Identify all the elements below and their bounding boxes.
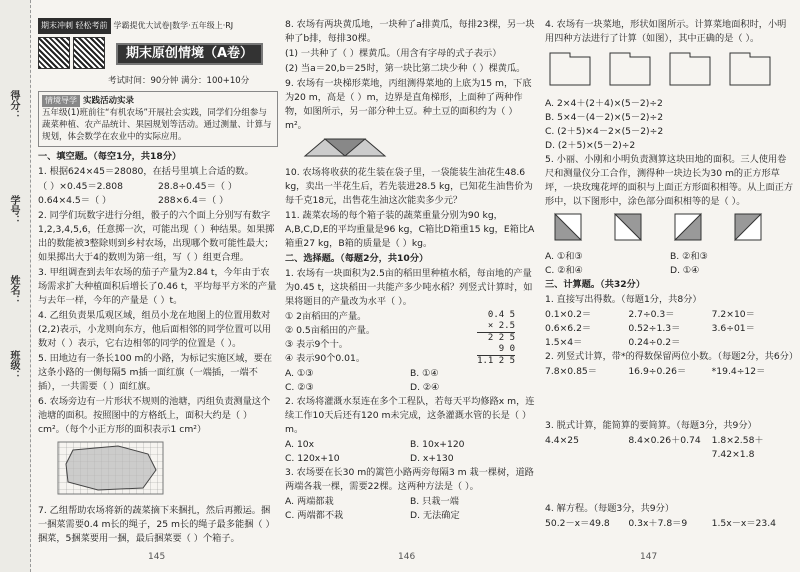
intro-box <box>38 91 278 147</box>
statement-4: ④ 表示90个0.01。 <box>285 353 366 364</box>
trapezoid-svg <box>285 136 405 158</box>
column-2 <box>285 18 535 523</box>
step-calc <box>545 434 795 462</box>
calc-part-1: 1. 直接写出得数。（每题1分，共8分） <box>545 294 702 305</box>
pond-grid-figure <box>38 440 278 501</box>
choice-q1-statements <box>285 310 375 367</box>
field-shapes-svg <box>545 49 785 89</box>
vertical-multiplication <box>477 310 515 367</box>
calc-item: *19.4÷12＝ <box>711 366 766 377</box>
header <box>38 18 278 34</box>
option-a: A. 两端都栽 <box>285 496 334 507</box>
vertical-line-1: 0.4 5 <box>487 310 515 320</box>
choice-q3-options <box>285 495 535 523</box>
question-10: 10. 农场将收获的花生装在袋子里，一袋能装生油花生48.6 kg，卖出一半花生后，若先装进28.5 kg，已知花生油售价为每千克18元，出售花生油这次能卖多少元？ <box>285 167 533 206</box>
pond-grid-svg <box>38 440 178 496</box>
vertical-line-5: 1.1 2 5 <box>477 356 515 366</box>
option-d: D. x+130 <box>410 453 454 464</box>
option-c: C. ②和④ <box>545 265 583 276</box>
calc-item: 3.6÷01＝ <box>711 323 755 334</box>
choice-q5-options <box>545 250 795 278</box>
question-5: 5. 田地边有一条长100 m的小路，为标记实施区域，要在这条小路的一侧每隔5 m插一面红旗（一端插，一端不插），一共需要（ ）面红旗。 <box>38 353 273 392</box>
calc-part-3: 3. 脱式计算，能简算的要简算。（每题3分，共9分） <box>545 420 757 431</box>
question-8: 8. 农场有两块黄瓜地，一块种了a排黄瓜，每排23棵，另一块种了b排，每排30棵。 <box>285 19 535 44</box>
option-a: A. ①和③ <box>545 251 583 262</box>
shaded-squares-svg <box>545 212 785 242</box>
student-no-label: 学号： <box>8 195 19 225</box>
page-title: 期末原创情境（A卷） <box>116 43 263 65</box>
name-label: 姓名： <box>8 275 19 305</box>
question-1: 1. 根据624×45＝28080，在括号里填上合适的数。 <box>38 166 254 177</box>
exam-time: 考试时间：90分钟 <box>108 76 179 86</box>
field-shapes-figure <box>545 49 795 94</box>
option-c: C. (2＋5)×4－2×(5－2)÷2 <box>545 126 664 137</box>
choice-question-2: 2. 农场将灌溉水泵连在多个工程队，若每天平均修路x m，连续工作10天后还有120 m未完成，这条灌溉水管的长是（ ）m。 <box>285 396 535 435</box>
question-6: 6. 农场旁边有一片形状不规则的池塘，丙组负责测量这个池塘的面积。按照图中的方格纸上，面积大约是（ ）cm²。（每个小正方形的面积表示1 cm²） <box>38 396 271 435</box>
vertical-calc <box>545 365 795 379</box>
calc-item: 8.4×0.26＋0.74 <box>628 435 701 446</box>
q1-part-b: 28.8÷0.45＝（ ） <box>158 181 238 192</box>
direct-answers <box>545 308 795 350</box>
option-d: D. 无法确定 <box>410 510 460 521</box>
option-b: B. ②和③ <box>670 251 708 262</box>
q1-part-c: 0.64×4.5＝（ ） <box>38 195 112 206</box>
option-d: D. ②④ <box>410 382 440 393</box>
q1-part-d: 288×6.4＝（ ） <box>158 195 229 206</box>
calc-item: 0.24÷0.2＝ <box>628 337 681 348</box>
intro-heading: 实践活动实录 <box>83 96 135 106</box>
binding-margin <box>0 0 31 572</box>
calc-item: 16.9÷0.26＝ <box>628 366 687 377</box>
page-number: 147 <box>640 552 658 562</box>
calc-item: 7.2×10＝ <box>711 309 755 320</box>
calc-part-4: 4. 解方程。（每题3分，共9分） <box>545 503 675 514</box>
equations <box>545 517 795 531</box>
choice-q1-body <box>285 310 535 367</box>
calc-item: 7.8×0.85＝ <box>545 366 597 377</box>
section-2-heading: 二、选择题。（每题2分，共10分） <box>285 253 429 264</box>
option-c: C. ②③ <box>285 382 314 393</box>
calc-item: 0.52÷1.3＝ <box>628 323 681 334</box>
calc-part-2: 2. 列竖式计算，带*的得数保留两位小数。（每题2分，共6分） <box>545 351 799 362</box>
column-3 <box>545 18 799 531</box>
option-d: D. ①④ <box>670 265 700 276</box>
option-a: A. 10x <box>285 439 315 450</box>
question-11: 11. 蔬菜农场的每个箱子装的蔬菜重量分别为90 kg，A,B,C,D,E的平均重量是96 kg，C箱比D箱重15 kg，E箱比A箱重27 kg，B箱的质量是（ ）kg。 <box>285 210 535 249</box>
statement-3: ③ 表示9个十。 <box>285 339 348 350</box>
intro-tag: 情境导学 <box>42 95 80 107</box>
choice-q4-options <box>545 97 795 153</box>
score-label: 得分： <box>8 90 19 120</box>
section-3-heading: 三、计算题。（共32分） <box>545 279 646 290</box>
option-b: B. 只栽一端 <box>410 496 459 507</box>
class-label: 班级： <box>8 350 19 380</box>
header-row <box>38 37 278 74</box>
page-number: 146 <box>398 552 416 562</box>
choice-question-3: 3. 农场要在长30 m的篱笆小路两旁每隔3 m 栽一棵树，道路两端各栽一棵，需要22棵。这两种方法是（ ）。 <box>285 467 534 492</box>
shaded-squares-figure <box>545 212 795 247</box>
statement-2: ② 0.5亩稻田的产量。 <box>285 325 376 336</box>
choice-q2-options <box>285 438 535 466</box>
header-badge: 期末冲刺 轻松考前 <box>38 18 111 34</box>
choice-question-4: 4. 农场有一块菜地，形状如图所示。计算菜地面积时，小明用四种方法进行了计算（如图），其中正确的是（ ）。 <box>545 19 787 44</box>
calc-item: 1.8×2.58＋7.42×1.8 <box>711 435 764 460</box>
calc-item: 50.2－x＝49.8 <box>545 518 610 529</box>
question-7: 7. 乙组帮助农场将新的蔬菜摘下来捆扎，然后再搬运。捆一捆菜需要0.4 m长的绳子，25 m长的绳子最多能捆（ ）捆菜，5捆菜要用一捆，最后捆菜要（ ）个箱子。 <box>38 505 275 544</box>
choice-question-5: 5. 小丽、小刚和小明负责测算这块田地的面积。三人使用卷尺和测量仪分工合作，测得种一块边长为30 m的正方形草坪，一块玫瑰花坪的面积与上面正方形面积相等。从上面正方形中，以下图形中，涂色部分面积相等的是（ ）。 <box>545 154 794 207</box>
column-1 <box>38 18 278 547</box>
calc-item: 1.5x－x＝23.4 <box>711 518 776 529</box>
trapezoid-figure <box>285 136 535 163</box>
qr-code-icon <box>38 37 70 69</box>
question-8b: (2) 当a＝20,b＝25时，第一块比第二块少种（ ）棵黄瓜。 <box>285 63 526 74</box>
exam-score: 满分：100+10分 <box>181 76 250 86</box>
calc-item: 1.5×4＝ <box>545 337 583 348</box>
calc-item: 0.1×0.2＝ <box>545 309 592 320</box>
vertical-line-3: 2 2 5 <box>487 333 515 343</box>
option-b: B. ①④ <box>410 368 439 379</box>
option-b: B. 10x+120 <box>410 439 465 450</box>
calc-item: 4.4×25 <box>545 435 580 446</box>
option-a: A. ①③ <box>285 368 314 379</box>
section-1-heading: 一、填空题。（每空1分，共18分） <box>38 151 182 162</box>
option-c: C. 两端都不栽 <box>285 510 344 521</box>
choice-question-1: 1. 农场有一块面积为2.5亩的稻田里种植水稻，每亩地的产量为0.45 t，这块稻田一共能产多少吨水稻？列竖式计算时，如果将题目的产量改为水平（ ）。 <box>285 268 533 307</box>
option-b: B. 5×4－(4－2)×(5－2)÷2 <box>545 112 664 123</box>
calc-item: 0.6×6.2＝ <box>545 323 592 334</box>
question-2: 2. 同学们玩数字进行分组，骰子的六个面上分别写有数字1,2,3,4,5,6，任意掷一次，可能出现（ ）种结果。如果掷出的数能被3整除则到乡村农场，出现哪个数可能性最大；如果掷出大于4的数则为第一组，写（ ）组更合理。 <box>38 210 275 263</box>
intro-text: 五年级(1)班前往“有机农场”开展社会实践，同学们分组参与蔬菜种植、农产品统计、果园规划等活动。通过测量、计算与规划，体会数学在农业中的实际应用。 <box>42 108 272 142</box>
calc-item: 0.3x＋7.8＝9 <box>628 518 688 529</box>
option-a: A. 2×4＋(2＋4)×(5－2)÷2 <box>545 98 663 109</box>
question-3: 3. 甲组调查到去年农场的茄子产量为2.84 t，今年由于农场需求扩大种植面积后增长了0.46 t，平均每平方米的产量与去年一样，今年的产量是（ ）t。 <box>38 267 277 306</box>
qr-code-icon <box>73 37 105 69</box>
choice-q1-options <box>285 367 535 395</box>
option-c: C. 120x+10 <box>285 453 340 464</box>
question-1-parts <box>38 180 278 208</box>
statement-1: ① 2亩稻田的产量。 <box>285 311 367 322</box>
option-d: D. (2＋5)×(5－2)÷2 <box>545 140 636 151</box>
question-4: 4. 乙组负责果瓜观区域，组员小龙在地图上的位置用数对(2,2)表示，小龙则向东方，他后面相邻的同学位置可以用数对（ ）表示，它右边相邻的同学的位置是（ ）。 <box>38 310 272 349</box>
vertical-line-2: × 2.5 <box>477 321 515 333</box>
page-number: 145 <box>148 552 166 562</box>
question-9: 9. 农场有一块梯形菜地，丙组测得菜地的上底为15 m，下底为20 m，高是（ ）m，边界是直角梯形，上面种了两种作物，如图所示，另一部分种土豆。种土豆的面积约为（ ）m²。 <box>285 78 532 131</box>
exam-info <box>108 74 278 88</box>
vertical-line-4: 9 0 <box>477 344 515 356</box>
header-series: 学霸提优大试卷|数学·五年级上·RJ <box>113 21 234 30</box>
question-8a: (1) 一共种了（ ）棵黄瓜。（用含有字母的式子表示） <box>285 48 502 59</box>
q1-part-a: （ ）×0.45＝2.808 <box>38 181 123 192</box>
calc-item: 2.7÷0.3＝ <box>628 309 675 320</box>
